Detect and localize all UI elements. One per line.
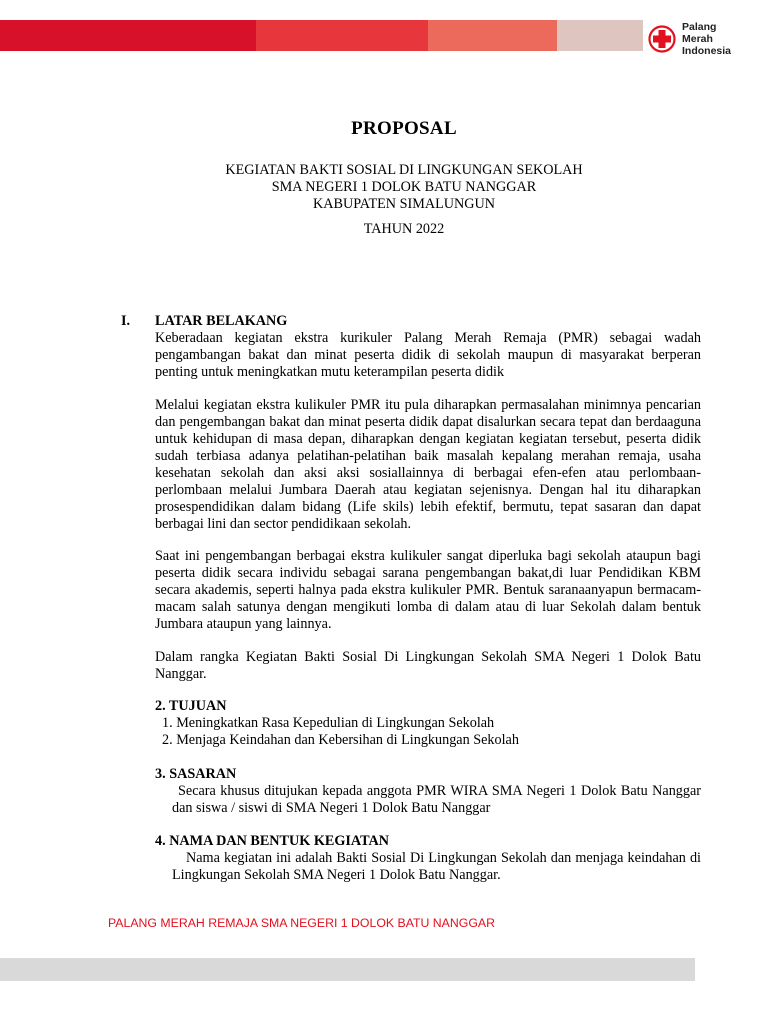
- subtitle-line-2: SMA NEGERI 1 DOLOK BATU NANGGAR: [271, 179, 537, 195]
- list-item: 2. Menjaga Keindahan dan Kebersihan di Lingkungan Sekolah: [162, 732, 519, 748]
- section-4-heading: 4. NAMA DAN BENTUK KEGIATAN: [155, 833, 389, 849]
- footer-organization: PALANG MERAH REMAJA SMA NEGERI 1 DOLOK BATU NANGGAR: [108, 916, 495, 930]
- document-year: TAHUN 2022: [363, 221, 445, 237]
- section-1-paragraph-4: Dalam rangka Kegiatan Bakti Sosial Di Lingkungan Sekolah SMA Negeri 1 Dolok Batu Nanggar.: [155, 649, 701, 682]
- logo-line-1: Palang: [682, 21, 717, 33]
- list-item: 1. Meningkatkan Rasa Kepedulian di Lingkungan Sekolah: [162, 715, 495, 731]
- header-band-segment-1: [0, 20, 256, 51]
- header-band-segment-2: [256, 20, 428, 51]
- subtitle-line-1: KEGIATAN BAKTI SOSIAL DI LINGKUNGAN SEKOLAH: [225, 162, 583, 178]
- section-3-text: Secara khusus ditujukan kepada anggota PMR WIRA SMA Negeri 1 Dolok Batu Nanggar dan siswa / siswi di SMA Negeri 1 Dolok Batu Nanggar: [172, 783, 701, 816]
- subtitle-line-3: KABUPATEN SIMALUNGUN: [313, 196, 495, 212]
- section-2-heading: 2. TUJUAN: [155, 698, 227, 714]
- footer-bar: [0, 958, 695, 981]
- section-4-paragraph: Nama kegiatan ini adalah Bakti Sosial Di Lingkungan Sekolah dan menjaga keindahan di Lingkungan Sekolah SMA Negeri 1 Dolok Batu Nanggar.: [172, 850, 701, 883]
- document-subtitle: [0, 162, 768, 213]
- document-title: PROPOSAL: [351, 118, 457, 139]
- section-1-heading: LATAR BELAKANG: [155, 313, 288, 329]
- logo-line-3: Indonesia: [682, 45, 732, 57]
- pmi-logo: [648, 20, 748, 60]
- section-3-paragraph: [172, 783, 701, 817]
- tujuan-list: [162, 715, 519, 749]
- red-cross-icon: [648, 25, 676, 53]
- section-1-paragraph-2: Melalui kegiatan ekstra kulikuler PMR itu pula diharapkan permasalahan minimnya pencarian dan pengembangan bakat dan minat peserta didik dapat disalurkan secara tepat dan berdaaguna untuk kehidupan di masa depan, diharapkan dengan kegiatan kegiatan tersebut, peserta didik sudah terbiasa adanya pelatihan-pelatihan baik masalah kepalang merahan remaja, usaha kesehatan sekolah dan aksi aksi sosiallainnya di berbagai efen-efen atau perlombaan-perlombaan melalui Jumbara Daerah atau kegiatan sejenisnya. Dengan hal itu diharapkan prosespendidikan dalam bidang (Life skils) lebih efektif, bermutu, tepat sasaran dan dapat berbagai lini dan sector pendidikaan sekolah.: [155, 397, 701, 532]
- section-1-paragraph-3: Saat ini pengembangan berbagai ekstra kulikuler sangat diperluka bagi sekolah ataupun bagi peserta didik secara individu sebagai sarana pengembangan bakat,di luar Pendidikan KBM secara akademis, seperti halnya pada ekstra kulikuler PMR. Bentuk saranaanyapun bermacam-macam salah satunya dengan mengikuti lomba di dalam atau di luar Sekolah dalam bentuk Jumbara ataupun yang lainnya.: [155, 548, 701, 632]
- logo-line-2: Merah: [682, 33, 713, 45]
- header-band-segment-3: [428, 20, 557, 51]
- section-3-heading: 3. SASARAN: [155, 766, 237, 782]
- header-band-segment-4: [557, 20, 643, 51]
- logo-text: [682, 21, 731, 57]
- section-1-paragraph-1: Keberadaan kegiatan ekstra kurikuler Palang Merah Remaja (PMR) sebagai wadah pengambangan bakat dan minat peserta didik di sekolah maupun di masyarakat berperan penting untuk meningkatkan mutu keterampilan peserta didik: [155, 330, 701, 380]
- section-1-number: I.: [121, 313, 131, 329]
